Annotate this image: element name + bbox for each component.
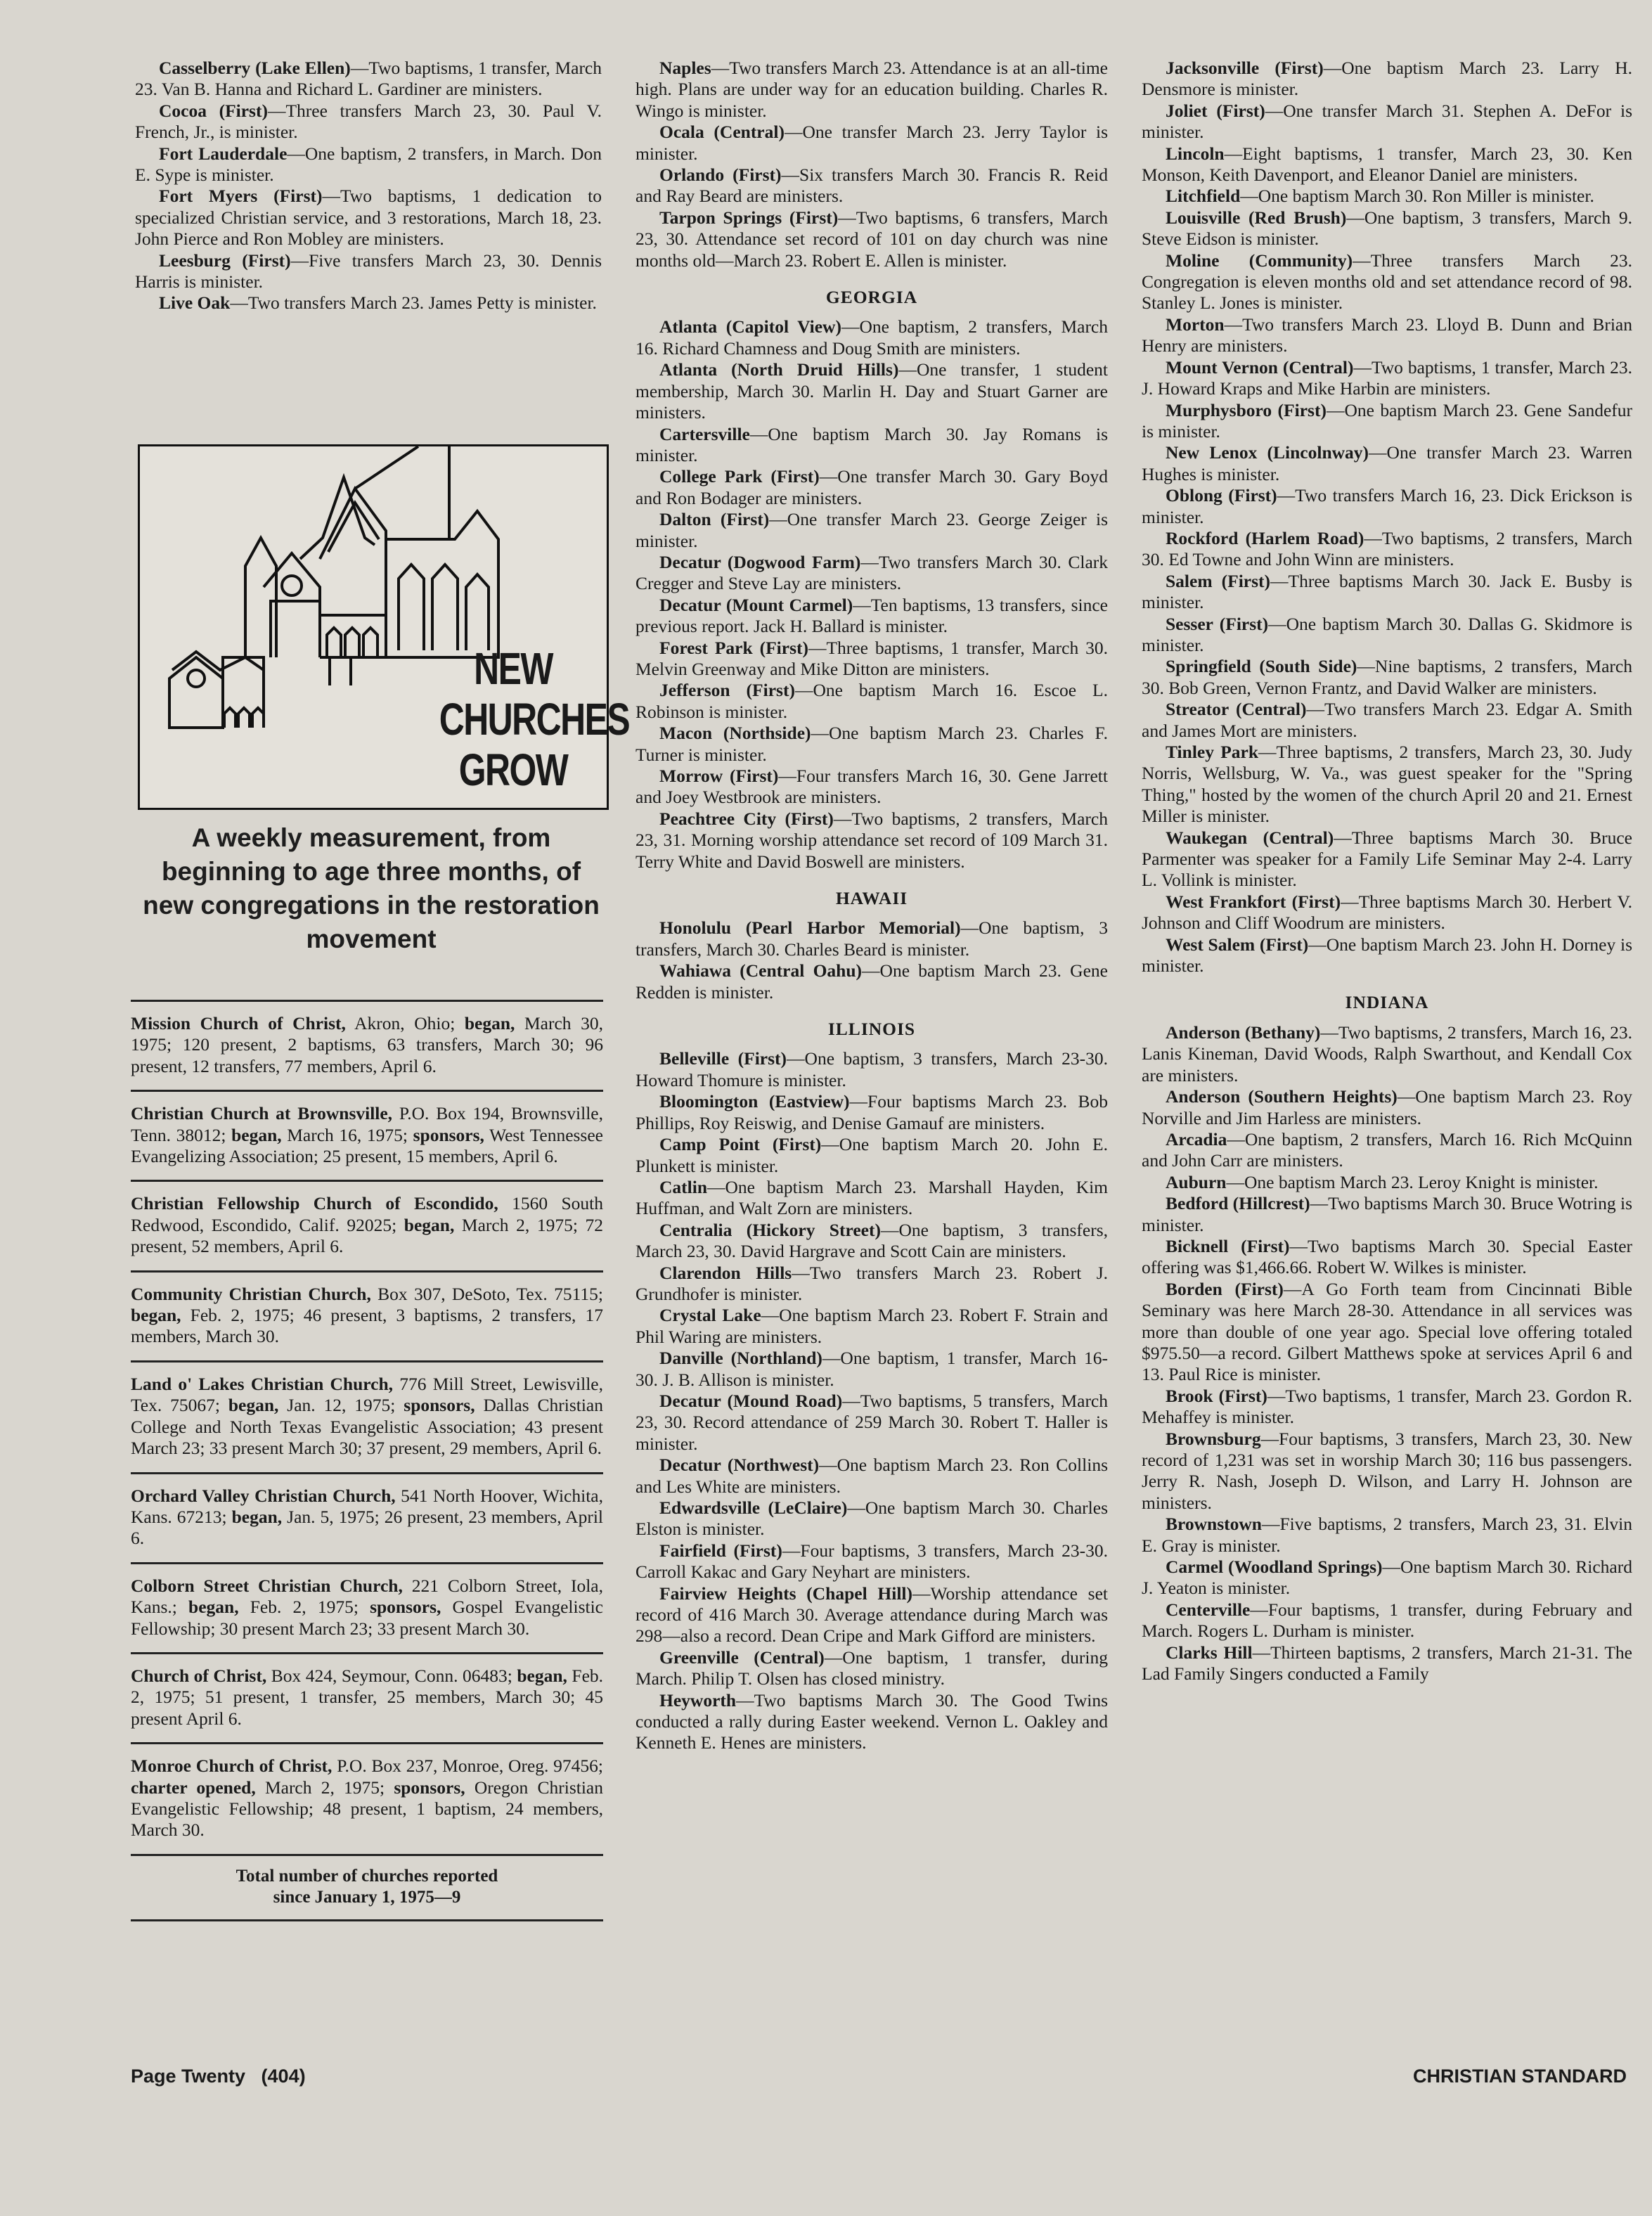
church-name: Anderson (Bethany): [1166, 1022, 1321, 1043]
column-one: [135, 58, 602, 314]
church-report-text: —One baptism March 30. Dallas G. Skidmore is minister.: [1142, 613, 1633, 655]
church-report-text: —Two baptisms, 2 transfers, March 16, 23. Lanis Kineman, David Woods, Ralph Swarthout, and Kendall Cox are ministers.: [1142, 1022, 1632, 1086]
church-report-entry: [1142, 891, 1632, 934]
church-report-text: —One baptism March 23. Leroy Knight is minister.: [1226, 1171, 1599, 1192]
church-name: Cocoa (First): [159, 100, 268, 121]
church-name: Greenville (Central): [659, 1647, 825, 1668]
church-report-text: —One baptism March 30. Richard J. Yeaton is minister.: [1142, 1557, 1632, 1599]
church-name: Springfield (South Side): [1166, 656, 1357, 677]
church-report-entry: [1142, 1022, 1632, 1086]
church-report-entry: [135, 292, 602, 314]
total-line: Total number of churches reported: [235, 1866, 498, 1886]
new-church-entry: [131, 1654, 603, 1742]
new-church-label: began,: [131, 1305, 181, 1326]
church-name: Arcadia: [1166, 1128, 1227, 1149]
church-report-entry: [635, 1263, 1108, 1306]
church-report-text: —Worship attendance set record of 416 March 30. Average attendance during March was 298—also a record. Dean Cripe and Mark Gifford are ministers.: [635, 1583, 1108, 1647]
church-name: Morton: [1166, 314, 1225, 335]
church-name: Camp Point (First): [659, 1134, 822, 1155]
church-report-entry: [635, 316, 1108, 359]
church-name: Clarendon Hills: [659, 1262, 792, 1283]
church-report-text: —Three baptisms, 2 transfers, March 23, 30. Judy Norris, Wellsburg, W. Va., was guest speaker for the "Spring Thing," hosted by the women of the church April 20 and 21. Ernest Miller is minister.: [1142, 742, 1632, 827]
new-church-text: Box 424, Seymour, Conn. 06483;: [266, 1665, 517, 1686]
church-report-entry: [635, 552, 1108, 595]
church-report-text: —One baptism March 23. Gene Sandefur is minister.: [1142, 399, 1632, 442]
church-report-entry: [635, 766, 1108, 809]
new-church-name: Community Christian Church,: [131, 1283, 371, 1304]
church-name: Rockford (Harlem Road): [1166, 527, 1364, 548]
church-name: Morrow (First): [659, 766, 779, 786]
church-report-text: —One transfer March 23. George Zeiger is minister.: [635, 509, 1108, 551]
church-report-entry: [1142, 699, 1632, 742]
church-report-entry: [1142, 1599, 1632, 1642]
church-report-text: —Two transfers March 23. Edgar A. Smith and James Mort are ministers.: [1142, 699, 1632, 741]
church-name: Bicknell (First): [1166, 1235, 1290, 1256]
new-church-label: sponsors,: [404, 1395, 475, 1416]
church-report-entry: [635, 359, 1108, 423]
church-report-entry: [635, 723, 1108, 766]
church-report-text: —Three baptisms March 30. Jack E. Busby is minister.: [1142, 570, 1632, 613]
church-report-entry: [635, 1091, 1108, 1134]
church-report-text: —Four transfers March 16, 30. Gene Jarrett and Joey Westbrook are ministers.: [635, 766, 1108, 808]
total-line: since January 1, 1975—9: [273, 1887, 461, 1907]
church-report-text: —One baptism, 2 transfers, March 16. Richard Chamness and Doug Smith are ministers.: [635, 316, 1109, 359]
church-name: Mount Vernon (Central): [1166, 356, 1354, 378]
church-report-text: —Two baptisms March 30. Special Easter offering was $1,466.66. Robert W. Wilkes is minister.: [1142, 1235, 1633, 1278]
church-name: Ocala (Central): [659, 122, 785, 143]
church-report-entry: [635, 1497, 1108, 1540]
tagline: A weekly measurement, from beginning to age three months, of new congregations in the restoration movement: [143, 823, 600, 953]
church-report-entry: [635, 1690, 1108, 1754]
church-report-text: —Two baptisms, 1 transfer, March 23. Van B. Hanna and Richard L. Gardiner are ministers.: [135, 58, 602, 100]
new-church-entry: [131, 1182, 603, 1270]
church-name: Streator (Central): [1166, 699, 1307, 720]
logo-line-grow: GROW: [458, 745, 568, 795]
church-name: Dalton (First): [659, 509, 770, 530]
church-report-entry: [1142, 1193, 1632, 1236]
church-report-entry: [1142, 485, 1632, 528]
church-report-entry: [635, 809, 1108, 872]
church-report-text: —Two baptisms, 6 transfers, March 23, 30. Attendance set record of 101 on day church was nine months old—March 23. Robert E. Allen is minister.: [635, 207, 1108, 271]
church-report-entry: [635, 1540, 1108, 1583]
total-churches: [131, 1856, 603, 1919]
new-church-text: March 30, 1975; 120 present, 2 baptisms, 63 transfers, March 30; 96 present, 12 transfers, 77 members, April 6.: [131, 1013, 603, 1076]
church-report-text: —One baptism March 23. Ron Collins and Les White are ministers.: [635, 1455, 1108, 1497]
new-church-name: Christian Church at Brownsville,: [131, 1103, 393, 1124]
church-report-entry: [635, 1647, 1108, 1690]
new-church-text: Feb. 2, 1975; 46 present, 3 baptisms, 2 transfers, 17 members, March 30.: [131, 1305, 603, 1347]
church-report-text: —One baptism March 16. Escoe L. Robinson is minister.: [635, 680, 1108, 722]
church-name: Macon (Northside): [659, 723, 811, 744]
church-report-text: —Two baptisms, 2 transfers, March 23, 31. Morning worship attendance set record of 109 March 31. Terry White and David Boswell are ministers.: [635, 808, 1108, 872]
church-report-entry: [635, 595, 1108, 638]
church-report-entry: [1142, 101, 1632, 143]
church-report-text: —Two transfers March 16, 23. Dick Erickson is minister.: [1142, 485, 1632, 527]
church-name: Casselberry (Lake Ellen): [159, 58, 351, 78]
new-church-text: West Tennessee Evangelizing Association; 25 present, 15 members, April 6.: [131, 1124, 603, 1167]
new-church-name: Orchard Valley Christian Church,: [131, 1485, 396, 1506]
church-report-entry: [1142, 1429, 1632, 1514]
church-report-text: —Two baptisms, 2 transfers, March 30. Ed Towne and John Winn are ministers.: [1142, 527, 1632, 570]
church-name: Brownstown: [1166, 1514, 1262, 1535]
church-name: Peachtree City (First): [659, 808, 834, 829]
church-name: Waukegan (Central): [1166, 827, 1334, 848]
new-church-name: Christian Fellowship Church of Escondido,: [131, 1193, 498, 1214]
column-three: [1142, 58, 1632, 1684]
church-name: Sesser (First): [1166, 613, 1269, 634]
church-report-entry: [635, 1391, 1108, 1455]
church-name: Decatur (Northwest): [659, 1455, 820, 1476]
new-church-entry: [131, 1273, 603, 1360]
church-name: Forest Park (First): [659, 637, 808, 658]
church-report-entry: [1142, 742, 1632, 827]
church-name: Jefferson (First): [659, 680, 795, 701]
church-report-text: —One baptism, 3 transfers, March 23, 30. David Hargrave and Scott Cain are ministers.: [635, 1219, 1108, 1262]
new-church-text: Jan. 12, 1975;: [278, 1395, 404, 1416]
church-report-entry: [635, 1583, 1108, 1647]
church-report-text: —Three baptisms March 30. Bruce Parmenter was speaker for a Family Life Seminar May 2-4. Larry L. Vollink is minister.: [1142, 827, 1633, 891]
church-report-text: —Nine baptisms, 2 transfers, March 30. Bob Green, Vernon Frantz, and David Walker are ministers.: [1142, 656, 1632, 698]
new-church-text: Jan. 5, 1975; 26 present, 23 members, April 6.: [131, 1506, 603, 1549]
church-report-text: —Five transfers March 23, 30. Dennis Harris is minister.: [135, 250, 602, 292]
church-report-text: —Two baptisms March 30. Bruce Wotring is minister.: [1142, 1193, 1632, 1235]
state-heading-indiana: INDIANA: [1345, 992, 1429, 1013]
church-report-text: —One baptism, 3 transfers, March 9. Steve Eidson is minister.: [1142, 207, 1632, 250]
new-church-name: Mission Church of Christ,: [131, 1013, 346, 1033]
new-church-name: Colborn Street Christian Church,: [131, 1575, 403, 1596]
church-report-entry: [1142, 1642, 1632, 1685]
new-church-label: began,: [188, 1597, 239, 1618]
church-name: Oblong (First): [1166, 485, 1277, 506]
church-report-entry: [1142, 58, 1632, 101]
church-report-entry: [635, 1455, 1108, 1497]
new-church-label: began,: [231, 1506, 283, 1527]
church-name: Tinley Park: [1166, 742, 1259, 762]
church-report-entry: [1142, 1086, 1632, 1129]
church-report-text: —Ten baptisms, 13 transfers, since previous report. Jack H. Ballard is minister.: [635, 594, 1108, 637]
church-report-text: —Five baptisms, 2 transfers, March 23, 31. Elvin E. Gray is minister.: [1142, 1514, 1632, 1556]
church-report-entry: [635, 165, 1108, 207]
church-name: College Park (First): [659, 466, 820, 487]
church-name: Leesburg (First): [159, 250, 291, 271]
church-name: Murphysboro (First): [1166, 399, 1327, 420]
church-report-entry: [635, 638, 1108, 681]
new-church-label: began,: [464, 1013, 515, 1033]
church-report-text: —One baptism March 23. Marshall Hayden, Kim Huffman, and Walt Zorn are ministers.: [635, 1176, 1108, 1219]
divider: [131, 1919, 603, 1921]
church-name: Moline (Community): [1166, 250, 1353, 271]
church-report-entry: [635, 1220, 1108, 1263]
church-report-text: —One baptism March 30. Ron Miller is minister.: [1240, 186, 1594, 207]
church-report-entry: [635, 58, 1108, 122]
church-name: Clarks Hill: [1166, 1642, 1253, 1663]
new-church-label: began,: [404, 1214, 455, 1235]
new-church-label: sponsors,: [370, 1597, 441, 1618]
church-report-entry: [1142, 1514, 1632, 1557]
church-report-text: —Two transfers March 23. Robert J. Grundhofer is minister.: [635, 1262, 1108, 1304]
new-church-text: 776 Mill Street, Lewisville, Tex. 75067;: [131, 1373, 603, 1416]
church-report-entry: [635, 960, 1108, 1003]
church-report-entry: [135, 143, 602, 186]
new-church-text: P.O. Box 194, Brownsville, Tenn. 38012;: [131, 1103, 603, 1145]
church-report-entry: [1142, 357, 1632, 400]
church-name: Live Oak: [159, 292, 231, 314]
new-church-entry: [131, 1002, 603, 1090]
new-church-text: Box 307, DeSoto, Tex. 75115;: [370, 1283, 603, 1304]
church-name: Decatur (Mound Road): [659, 1390, 843, 1411]
church-report-text: —One baptism March 23. Larry H. Densmore is minister.: [1142, 58, 1632, 100]
new-church-name: Monroe Church of Christ,: [131, 1756, 333, 1777]
church-report-text: —One baptism, 3 transfers, March 23-30. Howard Thomure is minister.: [635, 1048, 1108, 1090]
new-churches-grow-logo: [138, 444, 630, 810]
church-name: Heyworth: [659, 1689, 737, 1711]
logo-line-new: NEW: [474, 643, 553, 694]
new-church-text: Akron, Ohio;: [345, 1013, 465, 1033]
church-report-text: —Two baptisms, 1 transfer, March 23. Gordon R. Mehaffey is minister.: [1142, 1385, 1632, 1428]
new-church-label: began,: [517, 1665, 567, 1686]
logo-line-churches: CHURCHES: [439, 694, 630, 745]
church-report-text: —Two transfers March 23. Lloyd B. Dunn and Brian Henry are ministers.: [1142, 314, 1632, 356]
church-name: Belleville (First): [659, 1048, 787, 1069]
church-report-text: —Four baptisms, 3 transfers, March 23, 30. New record of 1,231 was set in worship March 30; 116 bus passengers. Jerry R. Nash, Joseph D. Wilson, and Larry H. Johnson are ministers.: [1142, 1428, 1632, 1513]
church-name: Cartersville: [659, 423, 750, 444]
church-report-text: —Four baptisms March 23. Bob Phillips, Roy Reiswig, and Denise Gamauf are ministers.: [635, 1091, 1108, 1133]
new-church-text: Feb. 2, 1975; 51 present, 1 transfer, 25 members, March 30; 45 present April 6.: [131, 1665, 604, 1729]
church-report-text: —Two transfers March 23. Attendance is at an all-time high. Plans are under way for an education building. Charles R. Wingo is minister.: [635, 58, 1108, 121]
new-church-text: Oregon Christian Evangelistic Fellowship; 48 present, 1 baptism, 24 members, March 30.: [131, 1777, 604, 1841]
church-report-entry: [1142, 250, 1632, 314]
new-church-entry: [131, 1474, 603, 1562]
church-name: Fort Lauderdale: [159, 143, 288, 164]
church-name: Jacksonville (First): [1166, 58, 1324, 78]
state-heading-illinois: ILLINOIS: [827, 1019, 916, 1040]
church-report-text: —Three transfers March 23. Congregation is eleven months old and set attendance record of 98. Stanley L. Jones is minister.: [1142, 250, 1632, 314]
church-report-entry: [635, 509, 1108, 552]
church-name: Anderson (Southern Heights): [1166, 1086, 1398, 1107]
new-church-text: Gospel Evangelistic Fellowship; 30 present March 23; 33 present March 30.: [131, 1597, 603, 1639]
new-church-text: 221 Colborn Street, Iola, Kans.;: [131, 1575, 603, 1618]
new-church-entry: [131, 1744, 603, 1854]
church-name: Fairfield (First): [659, 1540, 782, 1561]
church-name: Fort Myers (First): [159, 186, 323, 207]
church-report-text: —One transfer March 23. Warren Hughes is minister.: [1142, 442, 1633, 484]
church-report-entry: [635, 122, 1108, 165]
new-church-text: March 2, 1975;: [255, 1777, 394, 1798]
church-name: Joliet (First): [1166, 100, 1265, 121]
church-report-entry: [635, 1048, 1108, 1091]
church-report-entry: [1142, 1129, 1632, 1172]
church-name: Edwardsville (LeClaire): [659, 1497, 848, 1518]
new-churches-list: [131, 1000, 603, 1921]
church-report-entry: [1142, 314, 1632, 357]
church-name: Bedford (Hillcrest): [1166, 1193, 1310, 1214]
church-name: Centralia (Hickory Street): [659, 1219, 881, 1240]
church-report-entry: [635, 207, 1108, 271]
church-name: Louisville (Red Brush): [1166, 207, 1347, 228]
church-report-text: —Four baptisms, 1 transfer, during February and March. Rogers L. Durham is minister.: [1142, 1599, 1632, 1642]
church-report-text: —One transfer, 1 student membership, March 30. Marlin H. Day and Stuart Garner are ministers.: [635, 359, 1108, 423]
church-report-text: —One baptism, 3 transfers, March 30. Charles Beard is minister.: [635, 917, 1108, 960]
church-report-entry: [1142, 827, 1632, 891]
church-report-entry: [635, 424, 1108, 467]
church-report-entry: [1142, 571, 1632, 614]
church-report-entry: [635, 680, 1108, 723]
church-report-entry: [135, 250, 602, 293]
church-report-entry: [1142, 207, 1632, 250]
column-two: [635, 58, 1108, 1754]
church-report-entry: [1142, 143, 1632, 186]
church-report-entry: [1142, 400, 1632, 443]
church-name: Atlanta (Capitol View): [659, 316, 841, 337]
church-report-entry: [1142, 614, 1632, 657]
church-report-text: —One baptism, 2 transfers, March 16. Rich McQuinn and John Carr are ministers.: [1142, 1128, 1632, 1171]
church-report-text: —One transfer March 30. Gary Boyd and Ron Bodager are ministers.: [635, 466, 1108, 508]
church-report-text: —Thirteen baptisms, 2 transfers, March 21-31. The Lad Family Singers conducted a Family: [1142, 1642, 1632, 1684]
new-church-text: 541 North Hoover, Wichita, Kans. 67213;: [131, 1485, 603, 1527]
church-report-entry: [135, 186, 602, 250]
church-report-text: —One transfer March 31. Stephen A. DeFor is minister.: [1142, 100, 1633, 143]
church-report-text: —Two baptisms March 30. The Good Twins conducted a rally during Easter weekend. Vernon L. Oakley and Kenneth E. Henes are ministers.: [635, 1689, 1108, 1753]
church-name: Decatur (Dogwood Farm): [659, 551, 861, 572]
church-report-entry: [635, 1348, 1108, 1391]
church-name: Bloomington (Eastview): [659, 1091, 850, 1112]
church-report-entry: [1142, 1279, 1632, 1386]
church-report-entry: [1142, 528, 1632, 571]
new-church-entry: [131, 1363, 603, 1472]
church-name: Auburn: [1166, 1171, 1227, 1192]
church-name: Orlando (First): [659, 165, 782, 186]
church-report-text: —One baptism March 23. Robert F. Strain and Phil Waring are ministers.: [635, 1305, 1108, 1347]
church-report-text: —One baptism March 20. John E. Plunkett is minister.: [635, 1134, 1108, 1176]
church-name: Danville (Northland): [659, 1348, 822, 1369]
church-name: Salem (First): [1166, 570, 1271, 591]
church-name: Honolulu (Pearl Harbor Memorial): [659, 917, 961, 939]
church-report-entry: [135, 101, 602, 143]
church-name: Centerville: [1166, 1599, 1251, 1620]
church-report-entry: [635, 1305, 1108, 1348]
church-report-text: —Six transfers March 30. Francis R. Reid and Ray Beard are ministers.: [635, 165, 1108, 207]
church-report-text: —Two baptisms, 5 transfers, March 23, 30. Record attendance of 259 March 30. Robert T. Haller is minister.: [635, 1390, 1109, 1454]
publication-name: CHRISTIAN STANDARD: [1413, 2066, 1627, 2087]
new-church-text: 1560 South Redwood, Escondido, Calif. 92025;: [131, 1193, 603, 1235]
new-church-label: charter opened,: [131, 1777, 256, 1798]
new-church-label: sponsors,: [394, 1777, 465, 1798]
church-report-entry: [1142, 186, 1632, 207]
church-report-entry: [1142, 1172, 1632, 1193]
new-church-entry: [131, 1092, 603, 1180]
church-report-entry: [635, 1134, 1108, 1177]
new-church-label: began,: [231, 1124, 282, 1145]
new-church-label: sponsors,: [413, 1124, 484, 1145]
state-heading-hawaii: HAWAII: [835, 888, 908, 909]
church-report-text: —One baptism, 1 transfer, March 16-30. J. B. Allison is minister.: [635, 1348, 1108, 1390]
new-church-name: Church of Christ,: [131, 1665, 267, 1686]
new-church-name: Land o' Lakes Christian Church,: [131, 1373, 394, 1394]
church-report-text: —One baptism, 1 transfer, during March. Philip T. Olsen has closed ministry.: [635, 1647, 1108, 1689]
church-report-text: —Four baptisms, 3 transfers, March 23-30. Carroll Kakac and Gary Neyhart are ministers.: [635, 1540, 1108, 1583]
church-name: Brownsburg: [1166, 1428, 1261, 1449]
church-report-entry: [1142, 934, 1632, 977]
church-report-text: —Two transfers March 30. Clark Cregger and Steve Lay are ministers.: [635, 551, 1109, 594]
church-report-text: —A Go Forth team from Cincinnati Bible Seminary was here March 28-30. Attendance in all services was more than double of one year ago. Special love offering totaled $975.50—a record. Gilbert Matthews spoke at services April 6 and 13. Paul Rice is minister.: [1142, 1278, 1632, 1385]
church-report-entry: [635, 1177, 1108, 1220]
church-report-text: —Three baptisms, 1 transfer, March 30. Melvin Greenway and Mike Ditton are ministers.: [635, 637, 1109, 679]
church-name: Crystal Lake: [659, 1305, 761, 1326]
church-report-text: —Three transfers March 23, 30. Paul V. French, Jr., is minister.: [135, 100, 602, 143]
church-report-text: —One baptism March 23. Charles F. Turner is minister.: [635, 723, 1109, 765]
church-report-text: —One baptism March 30. Jay Romans is minister.: [635, 423, 1108, 465]
church-name: Catlin: [659, 1176, 708, 1197]
church-report-entry: [135, 58, 602, 101]
church-report-entry: [1142, 656, 1632, 699]
church-name: New Lenox (Lincolnway): [1166, 442, 1369, 463]
church-report-text: —Two transfers March 23. James Petty is minister.: [230, 292, 597, 314]
new-church-entry: [131, 1564, 603, 1652]
church-name: Carmel (Woodland Springs): [1166, 1557, 1383, 1578]
church-report-text: —One baptism March 23. John H. Dorney is minister.: [1142, 934, 1632, 977]
church-report-entry: [1142, 1386, 1632, 1429]
church-name: Litchfield: [1166, 186, 1241, 207]
new-church-label: began,: [228, 1395, 279, 1416]
new-church-text: Dallas Christian College and North Texas Evangelistic Association; 43 present March 23; 33 present March 30; 37 present, 29 members, April 6.: [131, 1395, 603, 1459]
church-name: Tarpon Springs (First): [659, 207, 839, 228]
new-church-text: Feb. 2, 1975;: [238, 1597, 370, 1618]
church-report-text: —One baptism March 23. Gene Redden is minister.: [635, 960, 1108, 1003]
church-report-entry: [1142, 442, 1632, 485]
church-name: Naples: [659, 58, 711, 78]
church-name: Decatur (Mount Carmel): [659, 594, 853, 615]
church-report-entry: [635, 466, 1108, 509]
church-report-text: —Three baptisms March 30. Herbert V. Johnson and Cliff Woodrum are ministers.: [1142, 891, 1633, 934]
church-report-text: —One baptism March 23. Roy Norville and Jim Harless are ministers.: [1142, 1086, 1632, 1128]
church-name: West Salem (First): [1166, 934, 1309, 955]
church-name: Lincoln: [1166, 143, 1225, 164]
church-report-entry: [1142, 1236, 1632, 1279]
church-report-entry: [635, 917, 1108, 960]
church-name: Brook (First): [1166, 1385, 1267, 1406]
page-number: Page Twenty (404): [131, 2066, 306, 2087]
new-church-text: March 16, 1975;: [281, 1124, 413, 1145]
church-report-text: —One baptism, 2 transfers, in March. Don E. Sype is minister.: [135, 143, 602, 186]
church-name: Fairview Heights (Chapel Hill): [659, 1583, 912, 1604]
church-name: Atlanta (North Druid Hills): [659, 359, 899, 380]
church-report-text: —One baptism March 30. Charles Elston is minister.: [635, 1497, 1108, 1540]
church-report-text: —One transfer March 23. Jerry Taylor is minister.: [635, 122, 1109, 164]
new-church-text: P.O. Box 237, Monroe, Oreg. 97456;: [332, 1756, 603, 1777]
church-name: West Frankfort (First): [1166, 891, 1341, 912]
church-name: Borden (First): [1166, 1278, 1284, 1299]
church-report-text: —Two baptisms, 1 transfer, March 23. J. Howard Kraps and Mike Harbin are ministers.: [1142, 356, 1633, 399]
church-name: Wahiawa (Central Oahu): [659, 960, 863, 981]
state-heading-georgia: GEORGIA: [825, 287, 918, 308]
church-report-text: —Two baptisms, 1 dedication to specialized Christian service, and 3 restorations, March 18, 23. John Pierce and Ron Mobley are ministers.: [135, 186, 602, 250]
church-report-text: —Eight baptisms, 1 transfer, March 23, 30. Ken Monson, Keith Davenport, and Eleanor Daniel are ministers.: [1142, 143, 1632, 186]
church-report-entry: [1142, 1557, 1632, 1599]
new-church-text: March 2, 1975; 72 present, 52 members, April 6.: [131, 1214, 604, 1257]
